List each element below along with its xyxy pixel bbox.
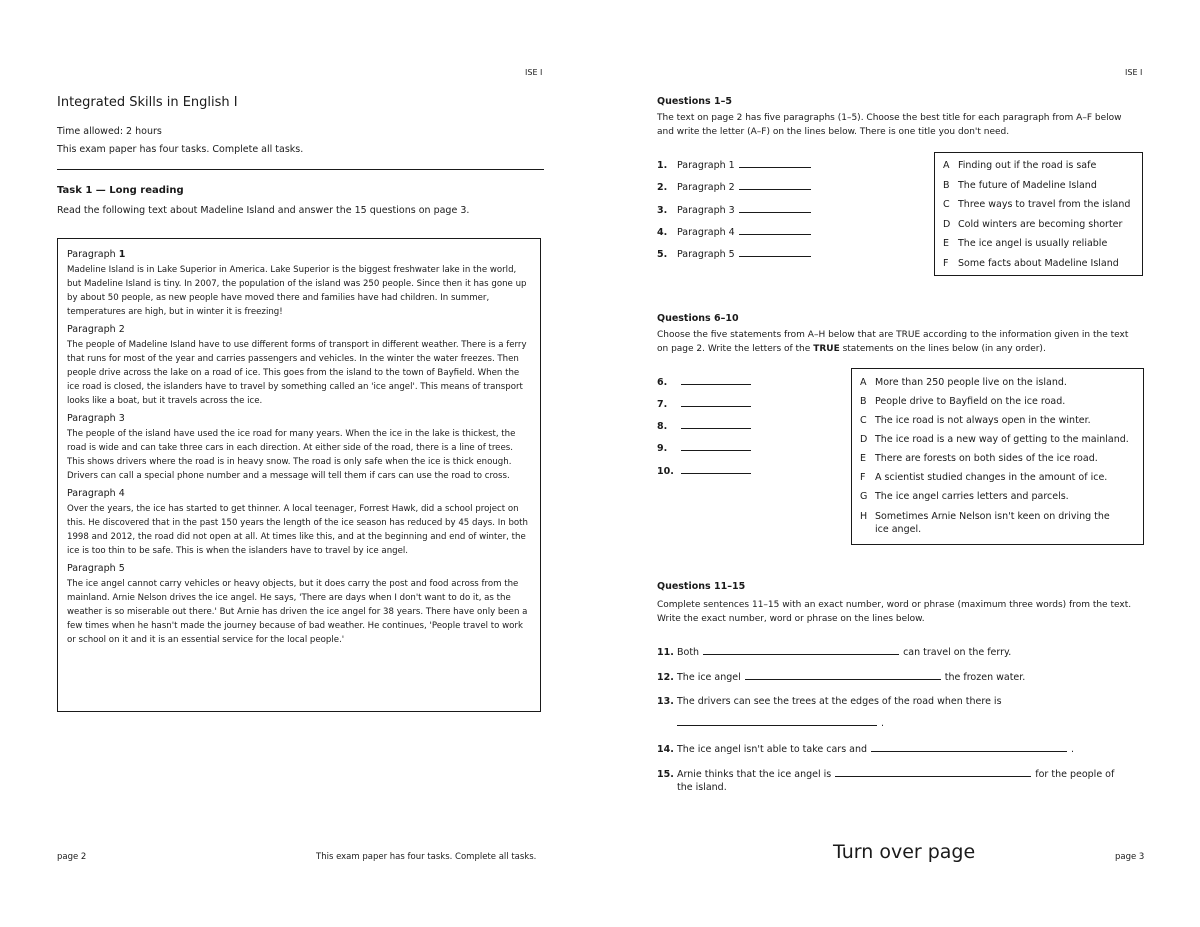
footer-page-number-left: page 2 xyxy=(57,852,87,862)
question-10: 10. xyxy=(657,465,755,477)
statement-f: F A scientist studied changes in the amount of ice. xyxy=(860,472,1108,483)
question-7: 7. xyxy=(657,398,755,410)
answer-line[interactable] xyxy=(871,743,1067,752)
questions-1-5-heading: Questions 1–5 xyxy=(657,96,732,107)
divider xyxy=(57,169,544,170)
question-5: 5. Paragraph 5 xyxy=(657,248,815,260)
paragraph-heading: Paragraph 3 xyxy=(67,413,125,424)
questions-6-10-instruction: Choose the five statements from A–H below that are TRUE according to the information given in the text on page 2. Write the letters of the TRUE statements on the lines below (in any order). xyxy=(657,330,1129,354)
paragraph-5 xyxy=(67,562,530,647)
statements-options-box xyxy=(851,368,1144,545)
answer-line[interactable] xyxy=(681,398,751,407)
paragraph-text: Over the years, the ice has started to get thinner. A local teenager, Forrest Hawk, did a school project on this. He discovered that in the past 150 years the length of the ice season has reduced by 45 days. In both 1998 and 2012, the road did not open at all. At times like this, and at the beginning and end of winter, the ice is too thin to be safe. This is when the islanders have to travel by ice angel. xyxy=(67,504,528,556)
question-11: 11. Both can travel on the ferry. xyxy=(657,647,1012,658)
paragraph-text: Madeline Island is in Lake Superior in America. Lake Superior is the biggest freshwater lake in the world, but Madeline Island is tiny. In 2007, the population of the island was 250 people. Since then it has gone up by about 50 people, as new people have moved there and families have had children. In summer, temperatures are high, but in winter it is freezing! xyxy=(67,265,527,317)
statement-c: C The ice road is not always open in the winter. xyxy=(860,415,1091,426)
exam-title: Integrated Skills in English I xyxy=(57,95,238,110)
statement-g: G The ice angel carries letters and parcels. xyxy=(860,491,1069,502)
paragraph-4 xyxy=(67,487,530,558)
question-3: 3. Paragraph 3 xyxy=(657,204,815,216)
task-title: Task 1 — Long reading xyxy=(57,185,184,196)
question-14: 14. The ice angel isn't able to take cars and . xyxy=(657,744,1075,755)
time-allowed: Time allowed: 2 hours xyxy=(57,126,162,137)
question-15: 15. Arnie thinks that the ice angel is for the people of xyxy=(657,769,1115,780)
answer-line[interactable] xyxy=(835,768,1031,777)
question-13-line: . xyxy=(677,717,884,729)
answer-line[interactable] xyxy=(745,671,941,680)
answer-line[interactable] xyxy=(677,717,877,726)
question-15-continued: the island. xyxy=(677,782,727,793)
paragraph-1 xyxy=(67,248,530,319)
question-8: 8. xyxy=(657,420,755,432)
option-a: A Finding out if the road is safe xyxy=(943,160,1097,171)
question-4: 4. Paragraph 4 xyxy=(657,226,815,238)
exam-info: This exam paper has four tasks. Complete all tasks. xyxy=(57,144,304,155)
paragraph-heading: Paragraph 1 xyxy=(67,249,126,260)
option-c: C Three ways to travel from the island xyxy=(943,199,1131,210)
questions-6-10-heading: Questions 6–10 xyxy=(657,313,739,324)
answer-line[interactable] xyxy=(739,181,811,190)
option-f: F Some facts about Madeline Island xyxy=(943,257,1119,269)
statement-a: A More than 250 people live on the island. xyxy=(860,377,1067,388)
statement-h: H Sometimes Arnie Nelson isn't keen on driving the ice angel. xyxy=(860,511,1110,535)
answer-line[interactable] xyxy=(681,442,751,451)
page-header-right: ISE I xyxy=(1125,68,1143,77)
paragraph-text: The people of Madeline Island have to use different forms of transport in different weather. There is a ferry that runs for most of the year and carries passengers and vehicles. In the winter the water freezes. Then people drive across the lake on a road of ice. This goes from the island to the town of Bayfield. When the ice road is closed, the islanders have to travel by something called an 'ice angel'. This means of transport looks like a boat, but it travels across the ice. xyxy=(67,340,527,406)
statement-e: E There are forests on both sides of the ice road. xyxy=(860,453,1098,464)
paragraph-heading: Paragraph 4 xyxy=(67,488,125,499)
question-2: 2. Paragraph 2 xyxy=(657,181,815,193)
answer-line[interactable] xyxy=(681,376,751,385)
statement-b: B People drive to Bayfield on the ice road. xyxy=(860,396,1066,407)
paragraph-heading: Paragraph 5 xyxy=(67,563,125,574)
answer-line[interactable] xyxy=(681,465,751,474)
question-6: 6. xyxy=(657,376,755,388)
statement-d: D The ice road is a new way of getting to the mainland. xyxy=(860,434,1129,445)
reading-text-box xyxy=(57,238,541,712)
question-13: 13. The drivers can see the trees at the edges of the road when there is xyxy=(657,696,1002,707)
answer-line[interactable] xyxy=(681,420,751,429)
answer-line[interactable] xyxy=(739,248,811,257)
paragraph-2 xyxy=(67,323,530,408)
task-intro: Read the following text about Madeline Island and answer the 15 questions on page 3. xyxy=(57,205,470,216)
question-9: 9. xyxy=(657,442,755,454)
answer-line[interactable] xyxy=(739,204,811,213)
page-header-left: ISE I xyxy=(525,68,543,77)
question-1: 1. Paragraph 1 xyxy=(657,159,815,171)
questions-1-5-instruction: The text on page 2 has five paragraphs (1–5). Choose the best title for each paragraph from A–F below and write the letter (A–F) on the lines below. There is one title you don't need. xyxy=(657,113,1122,137)
question-12: 12. The ice angel the frozen water. xyxy=(657,672,1026,683)
turn-over-label: Turn over page xyxy=(833,841,976,863)
answer-line[interactable] xyxy=(703,646,899,655)
option-b: B The future of Madeline Island xyxy=(943,179,1097,191)
questions-11-15-heading: Questions 11–15 xyxy=(657,581,746,592)
titles-options-box xyxy=(934,152,1143,276)
option-d: D Cold winters are becoming shorter xyxy=(943,218,1123,230)
answer-line[interactable] xyxy=(739,226,811,235)
questions-11-15-instruction: Complete sentences 11–15 with an exact number, word or phrase (maximum three words) from the text. Write the exact number, word or phrase on the lines below. xyxy=(657,600,1132,624)
footer-page-number-right: page 3 xyxy=(1115,852,1145,862)
answer-line[interactable] xyxy=(739,159,811,168)
paragraph-3 xyxy=(67,412,530,483)
paragraph-text: The ice angel cannot carry vehicles or heavy objects, but it does carry the post and food across from the mainland. Arnie Nelson drives the ice angel. He says, 'There are days when I don't want to do it, as the weather is so miserable out there.' But Arnie has driven the ice angel for 38 years. There have only been a few times when he hasn't made the journey because of bad weather. He continues, 'People travel to work or school on it and it is an essential service for the local people.' xyxy=(67,579,528,645)
option-e: E The ice angel is usually reliable xyxy=(943,238,1108,249)
paragraph-heading: Paragraph 2 xyxy=(67,324,125,335)
paragraph-text: The people of the island have used the ice road for many years. When the ice in the lake is thickest, the road is wide and can take three cars in each direction. At either side of the road, there is a line of trees. This shows drivers where the road is in heavy snow. The road is only safe when the ice is thick enough. Drivers can call a special phone number and a message will tell them if cars can use the road to cross. xyxy=(67,429,516,481)
footer-exam-info: This exam paper has four tasks. Complete all tasks. xyxy=(316,852,537,862)
